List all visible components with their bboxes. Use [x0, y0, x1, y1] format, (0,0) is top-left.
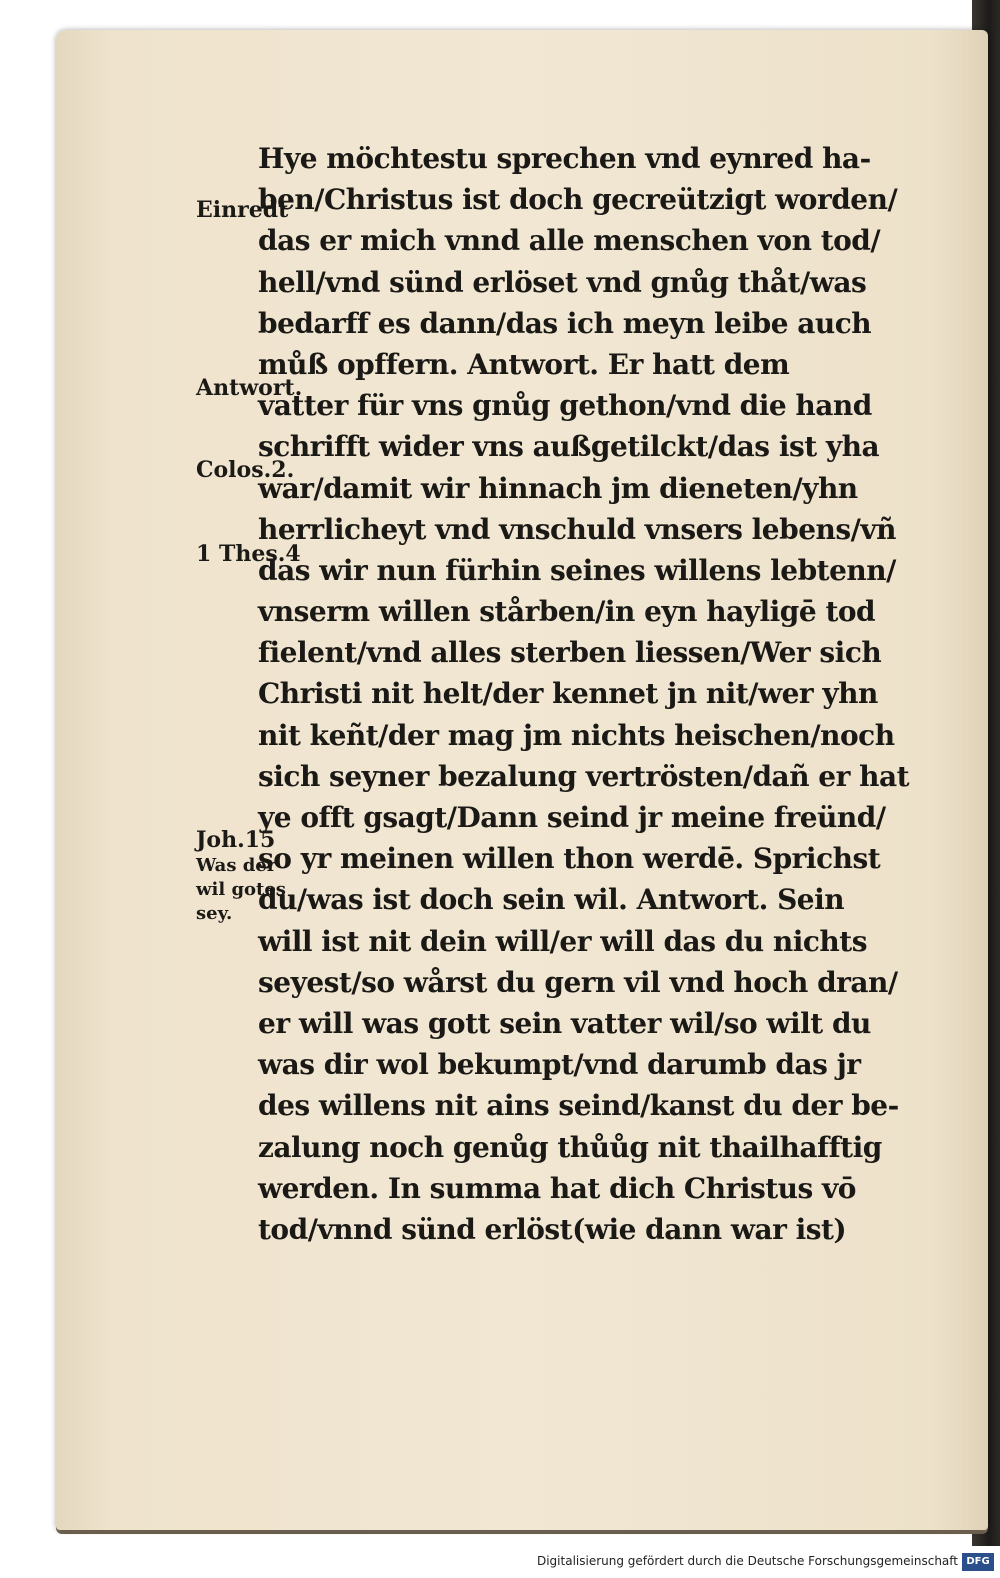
text-line: hell/vnd sünd erlöset vnd gnůg thåt/was: [258, 265, 867, 299]
footer-bar: [0, 1550, 1000, 1578]
margin-note-antwort: Antwort.: [196, 375, 303, 401]
text-line: das wir nun fürhin seines willens lebtenn/: [258, 553, 896, 587]
text-line: er will was gott sein vatter wil/so wilt du: [258, 1006, 871, 1040]
text-line: so yr meinen willen thon werdē. Sprichst: [258, 842, 881, 876]
text-line: vnserm willen stårben/in eyn hayligē tod: [258, 595, 876, 629]
text-line: tod/vnnd sünd erlöst(wie dann war ist): [258, 1212, 847, 1246]
margin-note-john: Joh.15: [196, 827, 276, 853]
text-line: zalung noch genůg thůůg nit thailhafftig: [258, 1130, 882, 1164]
text-line: můß opffern. Antwort. Er hatt dem: [258, 347, 790, 381]
text-line: ye offt gsagt/Dann seind jr meine freünd/: [258, 801, 886, 834]
text-line: war/damit wir hinnach jm dieneten/yhn: [258, 471, 858, 505]
text-line: werden. In summa hat dich Christus vō: [258, 1171, 856, 1205]
text-line: seyest/so wårst du gern vil vnd hoch dran/: [258, 965, 898, 999]
text-line: nit keñt/der mag jm nichts heischen/noch: [258, 718, 895, 752]
text-line: ben/Christus ist doch gecreützigt worden/: [258, 183, 898, 217]
margin-note-sey: sey.: [196, 903, 233, 924]
text-line: du/was ist doch sein wil. Antwort. Sein: [258, 883, 845, 917]
text-line: herrlicheyt vnd vnschuld vnsers lebens/vñ: [258, 512, 896, 546]
funding-credit: Digitalisierung gefördert durch die Deutsche Forschungsgemeinschaft: [536, 1554, 958, 1568]
text-line: was dir wol bekumpt/vnd darumb das jr: [258, 1048, 861, 1082]
dfg-logo: DFG: [962, 1553, 994, 1571]
margin-note-einredt: Einredt: [196, 197, 289, 223]
text-line: schrifft wider vns außgetilckt/das ist yha: [258, 430, 880, 464]
text-line: sich seyner bezalung vertrösten/dañ er hat: [258, 759, 910, 793]
text-line: will ist nit dein will/er will das du nichts: [258, 924, 867, 958]
main-text-block: [258, 138, 918, 1250]
text-line: fielent/vnd alles sterben liessen/Wer sich: [258, 636, 882, 670]
margin-note-wil-gotes: wil gotes: [196, 879, 286, 900]
text-line: Hye möchtestu sprechen vnd eynred ha-: [258, 142, 871, 175]
margin-note-thessalonians: 1 Thes.4: [196, 541, 301, 567]
margin-note-was-der: Was der: [196, 855, 277, 876]
text-line: des willens nit ains seind/kanst du der be-: [258, 1089, 899, 1123]
text-line: bedarff es dann/das ich meyn leibe auch: [258, 306, 872, 340]
text-line: vatter für vns gnůg gethon/vnd die hand: [258, 389, 872, 423]
text-line: Christi nit helt/der kennet jn nit/wer yhn: [258, 677, 878, 711]
text-line: das er mich vnnd alle menschen von tod/: [258, 224, 881, 258]
margin-note-colossians: Colos.2.: [196, 457, 295, 483]
